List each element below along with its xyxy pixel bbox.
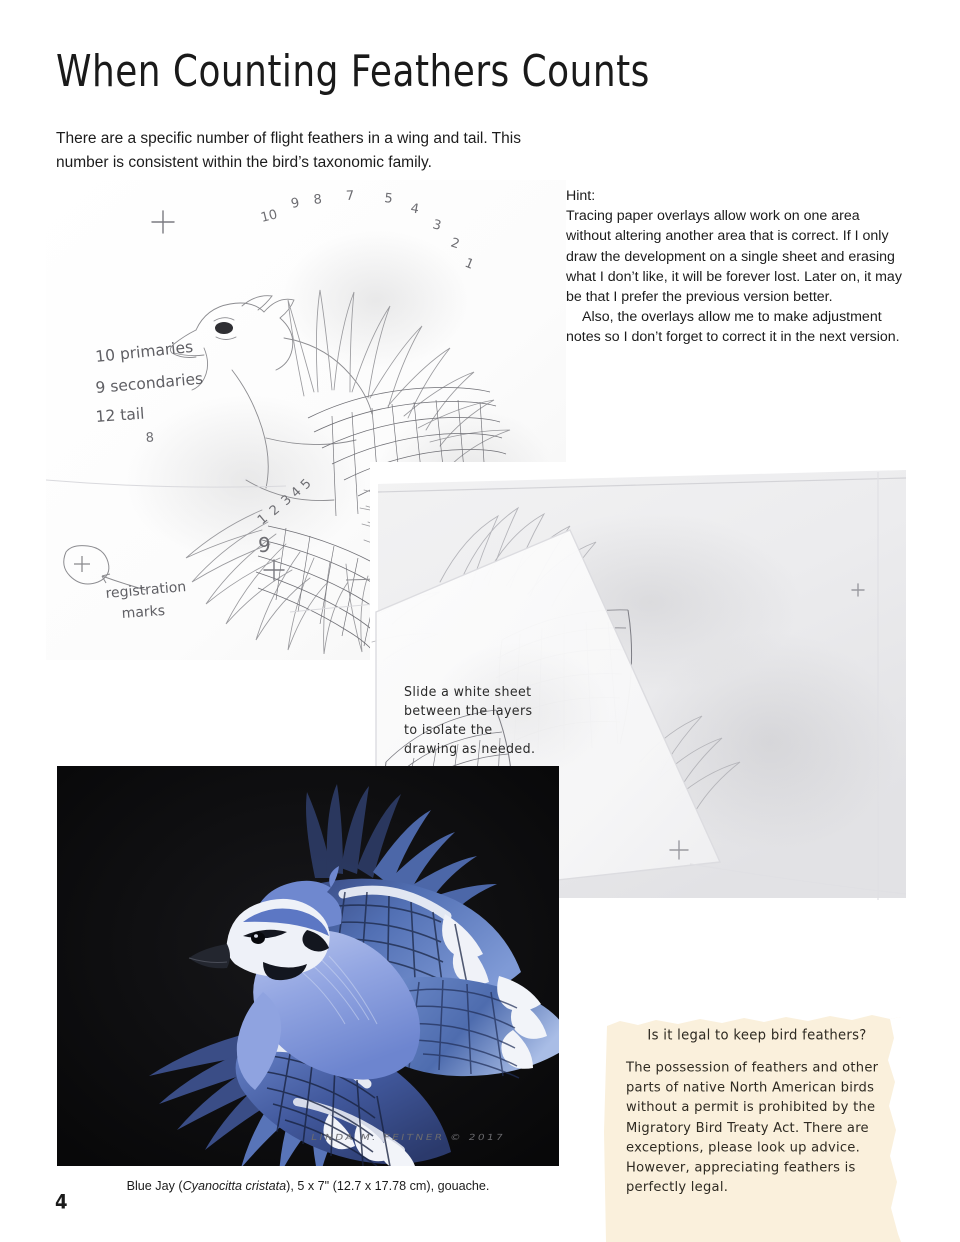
legal-note-content — [626, 1028, 888, 1196]
svg-text:5: 5 — [383, 191, 394, 207]
legal-note-body: The possession of feathers and other parts of native North American birds without a permit is prohibited by the Migratory Bird Treaty Act. There are exceptions, please look up advice. However, appreciating feathers is perfectly legal. — [626, 1060, 879, 1196]
annotation-tail: 12 tail — [95, 404, 146, 426]
painting-caption — [57, 1178, 559, 1195]
annotation-registration-2: marks — [121, 603, 166, 622]
svg-text:4: 4 — [409, 201, 421, 218]
caption-prefix: Blue Jay ( — [126, 1179, 183, 1193]
page-title: When Counting Feathers Counts — [56, 46, 650, 97]
annotation-secondaries: 9 secondaries — [94, 369, 204, 397]
annotation-primaries: 10 primaries — [94, 337, 194, 366]
svg-text:2: 2 — [266, 502, 283, 520]
svg-text:7: 7 — [345, 188, 355, 204]
slide-sheet-note — [404, 682, 604, 758]
svg-text:8: 8 — [312, 192, 323, 208]
caption-species-name: Cyanocitta cristata — [182, 1179, 287, 1193]
hint-block — [566, 186, 906, 348]
caption-suffix: ), 5 x 7" (12.7 x 17.78 cm), gouache. — [286, 1179, 490, 1193]
hint-label: Hint: — [566, 188, 596, 204]
svg-text:10: 10 — [259, 207, 280, 226]
slide-note-line-4: drawing as needed. — [404, 740, 536, 757]
blue-jay-svg — [57, 766, 559, 1166]
svg-text:8: 8 — [145, 430, 155, 446]
annotation-registration-1: registration — [104, 579, 187, 602]
svg-text:9: 9 — [258, 533, 271, 557]
svg-text:4: 4 — [288, 484, 305, 501]
legal-note-title: Is it legal to keep bird feathers? — [647, 1028, 867, 1044]
hint-paragraph-2: Also, the overlays allow me to make adjustment notes so I don’t forget to correct it in the next version. — [566, 309, 900, 346]
page-number: 4 — [55, 1190, 68, 1215]
svg-text:5: 5 — [298, 476, 315, 493]
slide-note-line-1: Slide a white sheet — [404, 683, 532, 699]
blue-jay-painting — [57, 766, 559, 1166]
svg-text:2: 2 — [448, 235, 462, 253]
svg-text:1: 1 — [254, 511, 271, 529]
painting-signature: LINDA M. FEITNER © 2017 — [309, 1133, 507, 1143]
hint-paragraph-1: Tracing paper overlays allow work on one area without altering another area that is correct. If I only draw the development on a single sheet and erasing what I don’t like, it will be forever lost. Later on, it may be that I prefer the previous version better. — [566, 208, 902, 306]
legal-note-box — [604, 1012, 901, 1242]
svg-text:3: 3 — [278, 492, 295, 509]
slide-note-line-3: to isolate the — [404, 721, 493, 738]
svg-text:1: 1 — [462, 255, 476, 273]
svg-text:3: 3 — [431, 217, 443, 234]
svg-text:9: 9 — [289, 195, 301, 212]
slide-note-line-2: between the layers — [404, 702, 533, 719]
intro-paragraph: There are a specific number of flight feathers in a wing and tail. This number is consistent within the bird’s taxonomic family. — [56, 130, 521, 171]
